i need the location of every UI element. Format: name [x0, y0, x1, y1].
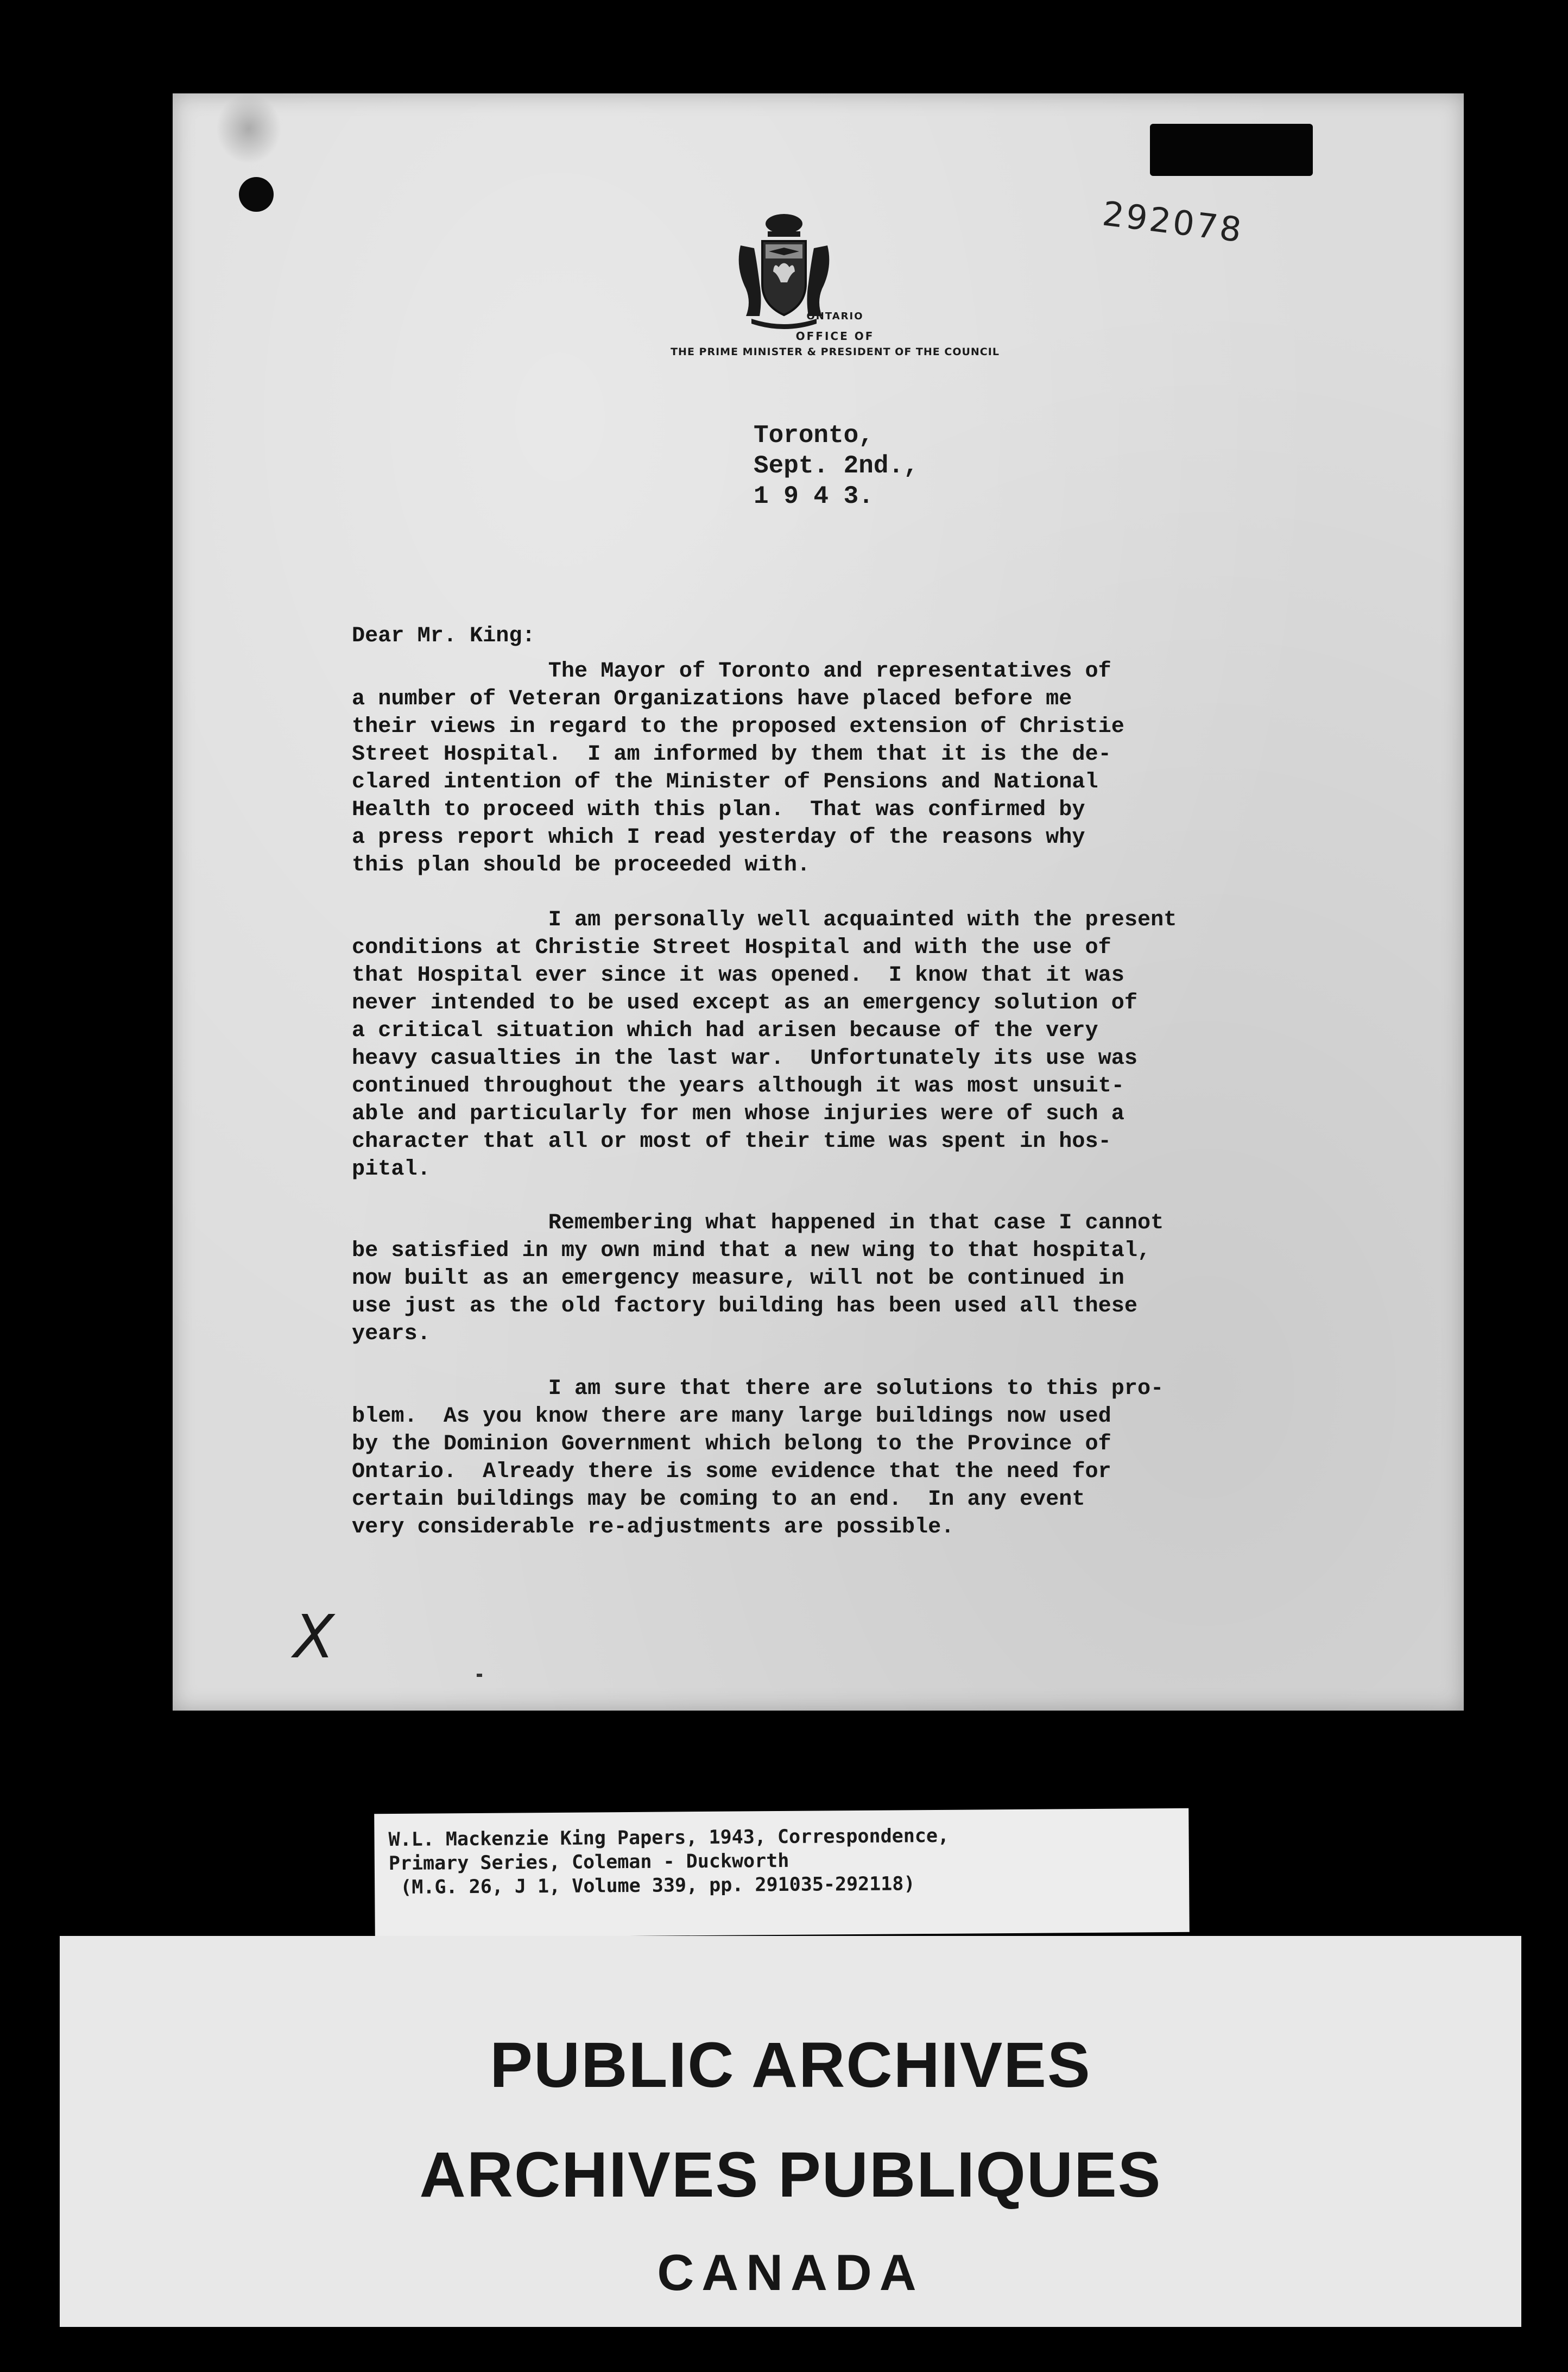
date-city: Toronto,	[754, 421, 874, 450]
reference-line: Primary Series, Coleman - Duckworth	[388, 1850, 789, 1875]
text-line: Ontario. Already there is some evidence that the need for	[352, 1460, 1111, 1484]
text-line: use just as the old factory building has been used all these	[352, 1294, 1137, 1319]
text-line: their views in regard to the proposed extension of Christie	[352, 715, 1124, 739]
redaction-bar	[1150, 124, 1313, 176]
text-line: certain buildings may be coming to an end. In any event	[352, 1487, 1085, 1512]
text-line: I am personally well acquainted with the present	[352, 908, 1177, 932]
punch-hole	[239, 177, 274, 212]
text-line: now built as an emergency measure, will not be continued in	[352, 1266, 1124, 1291]
letterhead-title: THE PRIME MINISTER & PRESIDENT OF THE COUNCIL	[671, 346, 1000, 358]
text-line: heavy casualties in the last war. Unfortunately its use was	[352, 1046, 1137, 1071]
text-line: Health to proceed with this plan. That was confirmed by	[352, 798, 1085, 822]
margin-x-mark-text: X	[293, 1603, 334, 1671]
letterhead	[553, 311, 1117, 358]
reference-label	[374, 1808, 1190, 1938]
letterhead-province: ONTARIO	[806, 311, 864, 322]
margin-x-mark	[281, 1603, 346, 1674]
text-line: by the Dominion Government which belong to the Province of	[352, 1432, 1111, 1456]
document-number: 292078	[1100, 193, 1246, 250]
letter-page	[173, 93, 1464, 1711]
text-line: a press report which I read yesterday of the reasons why	[352, 825, 1085, 850]
text-line: a number of Veteran Organizations have placed before me	[352, 687, 1072, 711]
text-line: that Hospital ever since it was opened. I know that it was	[352, 963, 1124, 988]
text-line: clared intention of the Minister of Pensions and National	[352, 770, 1098, 794]
reference-line: (M.G. 26, J 1, Volume 339, pp. 291035-292118)	[389, 1873, 915, 1899]
text-line: very considerable re-adjustments are possible.	[352, 1515, 954, 1540]
text-line: conditions at Christie Street Hospital and with the use of	[352, 936, 1111, 960]
archive-banner	[60, 1936, 1521, 2327]
letter-body	[352, 622, 1389, 1568]
paragraph-1	[352, 658, 1389, 879]
text-line: Street Hospital. I am informed by them that it is the de-	[352, 742, 1111, 767]
text-line: never intended to be used except as an emergency solution of	[352, 991, 1137, 1015]
text-line: The Mayor of Toronto and representatives of	[352, 659, 1111, 684]
date-day: Sept. 2nd.,	[754, 452, 919, 480]
text-line: character that all or most of their time was spent in hos-	[352, 1130, 1111, 1154]
reference-line: W.L. Mackenzie King Papers, 1943, Correspondence,	[388, 1825, 950, 1851]
banner-public-archives: PUBLIC ARCHIVES	[490, 2029, 1091, 2101]
text-line: blem. As you know there are many large buildings now used	[352, 1404, 1111, 1429]
text-line: able and particularly for men whose injuries were of such a	[352, 1102, 1124, 1126]
text-line: continued throughout the years although it was most unsuit-	[352, 1074, 1124, 1099]
text-line: pital.	[352, 1157, 431, 1182]
text-line: a critical situation which had arisen because of the very	[352, 1019, 1098, 1043]
text-line: be satisfied in my own mind that a new wing to that hospital,	[352, 1239, 1151, 1263]
paragraph-4	[352, 1375, 1389, 1541]
salutation: Dear Mr. King:	[352, 624, 535, 648]
paragraph-3	[352, 1209, 1389, 1348]
text-line: this plan should be proceeded with.	[352, 853, 811, 878]
date-year: 1 9 4 3.	[754, 482, 874, 510]
text-line: years.	[352, 1322, 431, 1346]
text-line: Remembering what happened in that case I cannot	[352, 1211, 1164, 1235]
banner-archives-publiques: ARCHIVES PUBLIQUES	[419, 2139, 1162, 2211]
letterhead-office: OFFICE OF	[795, 330, 875, 343]
ink-smudge	[216, 93, 281, 164]
text-line: I am sure that there are solutions to this pro-	[352, 1377, 1164, 1401]
paragraph-2	[352, 906, 1389, 1183]
date-block	[754, 420, 919, 512]
banner-canada: CANADA	[657, 2244, 924, 2301]
stray-mark	[477, 1674, 482, 1677]
